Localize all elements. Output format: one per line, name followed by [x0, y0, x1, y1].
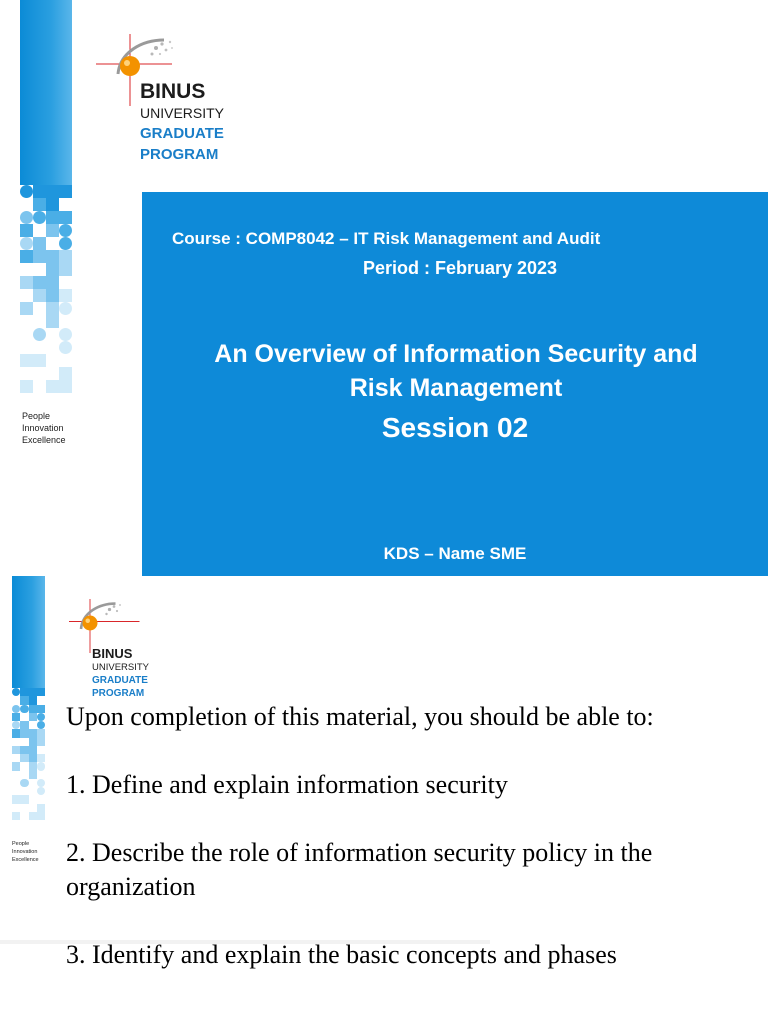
- strip-tile: [59, 367, 72, 380]
- strip-solid: [12, 576, 45, 688]
- logo-brand-text: BINUS: [92, 646, 133, 661]
- logo-program-text: PROGRAM: [92, 688, 145, 699]
- strip-tile: [12, 746, 20, 754]
- strip-tile: [59, 250, 72, 263]
- strip-tile: [12, 688, 20, 696]
- strip-tile: [59, 263, 72, 276]
- logo-program-text: PROGRAM: [140, 146, 219, 163]
- strip-tile: [59, 237, 72, 250]
- period-line: Period : February 2023: [362, 258, 558, 278]
- strip-tile: [59, 224, 72, 237]
- logo-university-text: UNIVERSITY: [140, 105, 225, 121]
- strip-tile: [33, 237, 46, 250]
- objective-item: 1. Define and explain information security: [66, 770, 508, 799]
- strip-tile: [20, 705, 28, 713]
- strip-tile: [29, 738, 37, 746]
- strip-tile: [20, 211, 33, 224]
- tagline-line: People: [12, 841, 30, 847]
- strip-tile: [37, 754, 45, 762]
- strip-tile: [20, 380, 33, 393]
- tagline-line: Excellence: [12, 857, 39, 863]
- strip-tile: [20, 354, 33, 367]
- strip-tile: [33, 250, 46, 263]
- strip-tile: [33, 185, 46, 198]
- objective-item: 3. Identify and explain the basic concepts and phases: [66, 940, 617, 969]
- strip-tile: [29, 713, 37, 721]
- objectives-slide: [0, 576, 768, 1024]
- strip-tile: [12, 812, 20, 820]
- strip-tile: [20, 729, 28, 737]
- strip-tile: [59, 302, 72, 315]
- strip-tile: [33, 198, 46, 211]
- strip-tile: [12, 762, 20, 770]
- tagline: [22, 410, 66, 446]
- strip-tile: [20, 185, 33, 198]
- strip-tile: [59, 185, 72, 198]
- session-label: Session 02: [381, 412, 529, 443]
- objectives-intro: Upon completion of this material, you should be able to:: [66, 702, 654, 731]
- strip-tile: [29, 812, 37, 820]
- strip-tile: [29, 771, 37, 779]
- strip-tile: [46, 289, 59, 302]
- tagline-line: People: [22, 411, 51, 421]
- strip-tile: [59, 211, 72, 224]
- strip-tile: [33, 354, 46, 367]
- strip-tile: [46, 302, 59, 315]
- strip-tile: [20, 302, 33, 315]
- tagline-line: Innovation: [12, 849, 38, 855]
- strip-tile: [20, 795, 28, 803]
- strip-tile: [20, 276, 33, 289]
- strip-tile: [20, 224, 33, 237]
- strip-tile: [59, 289, 72, 302]
- strip-tile: [46, 263, 59, 276]
- decorative-blue-strip: [20, 0, 72, 392]
- strip-tile: [37, 787, 45, 795]
- strip-tile: [33, 276, 46, 289]
- strip-tile: [59, 328, 72, 341]
- strip-tile: [46, 224, 59, 237]
- strip-tile: [29, 696, 37, 704]
- strip-tile: [29, 746, 37, 754]
- strip-tile: [33, 289, 46, 302]
- strip-tile: [12, 713, 20, 721]
- binus-logo: [94, 30, 254, 170]
- logo-graduate-text: GRADUATE: [140, 125, 224, 142]
- decorative-blue-strip: [12, 576, 45, 821]
- title-panel: [142, 192, 768, 576]
- strip-tile: [37, 729, 45, 737]
- strip-tile: [20, 688, 28, 696]
- strip-tile: [29, 762, 37, 770]
- tagline: [12, 840, 39, 864]
- strip-tile: [29, 705, 37, 713]
- logo-university-text: UNIVERSITY: [92, 662, 150, 673]
- strip-tile: [33, 328, 46, 341]
- strip-tile: [46, 380, 59, 393]
- strip-tile: [37, 804, 45, 812]
- strip-tile: [20, 721, 28, 729]
- strip-tile: [37, 713, 45, 721]
- slide-title-line: Risk Management: [349, 374, 563, 402]
- strip-tile: [46, 276, 59, 289]
- strip-tile: [46, 211, 59, 224]
- strip-tile: [20, 754, 28, 762]
- binus-logo: [60, 596, 170, 699]
- strip-tile: [46, 198, 59, 211]
- strip-tile: [29, 729, 37, 737]
- strip-tile: [46, 185, 59, 198]
- strip-tile: [59, 380, 72, 393]
- strip-tile: [12, 705, 20, 713]
- strip-tile: [33, 211, 46, 224]
- strip-tile: [37, 762, 45, 770]
- strip-tile: [12, 795, 20, 803]
- strip-tile: [20, 746, 28, 754]
- strip-tile: [20, 237, 33, 250]
- strip-tile: [20, 250, 33, 263]
- strip-tile: [37, 688, 45, 696]
- strip-tile: [37, 738, 45, 746]
- strip-tile: [46, 250, 59, 263]
- strip-tile: [37, 812, 45, 820]
- tagline-line: Innovation: [22, 423, 64, 433]
- slide-title: [142, 337, 768, 405]
- logo-brand-text: BINUS: [140, 80, 206, 103]
- objective-item: 2. Describe the role of information security policy in the organization: [66, 838, 653, 901]
- strip-tile: [20, 696, 28, 704]
- strip-tile: [12, 721, 20, 729]
- strip-tile: [37, 721, 45, 729]
- tagline-line: Excellence: [22, 435, 66, 445]
- strip-tile: [37, 779, 45, 787]
- strip-tile: [37, 705, 45, 713]
- strip-tile: [29, 688, 37, 696]
- objectives-content: [66, 700, 746, 1006]
- logo-graduate-text: GRADUATE: [92, 675, 148, 686]
- presenter-line: KDS – Name SME: [383, 544, 527, 563]
- course-line: Course : COMP8042 – IT Risk Management and Audit: [172, 229, 601, 248]
- strip-tile: [59, 341, 72, 354]
- strip-solid: [20, 0, 72, 185]
- strip-tile: [20, 779, 28, 787]
- strip-tile: [29, 754, 37, 762]
- slide-title-line: An Overview of Information Security and: [214, 340, 698, 368]
- strip-tile: [12, 729, 20, 737]
- strip-tile: [46, 315, 59, 328]
